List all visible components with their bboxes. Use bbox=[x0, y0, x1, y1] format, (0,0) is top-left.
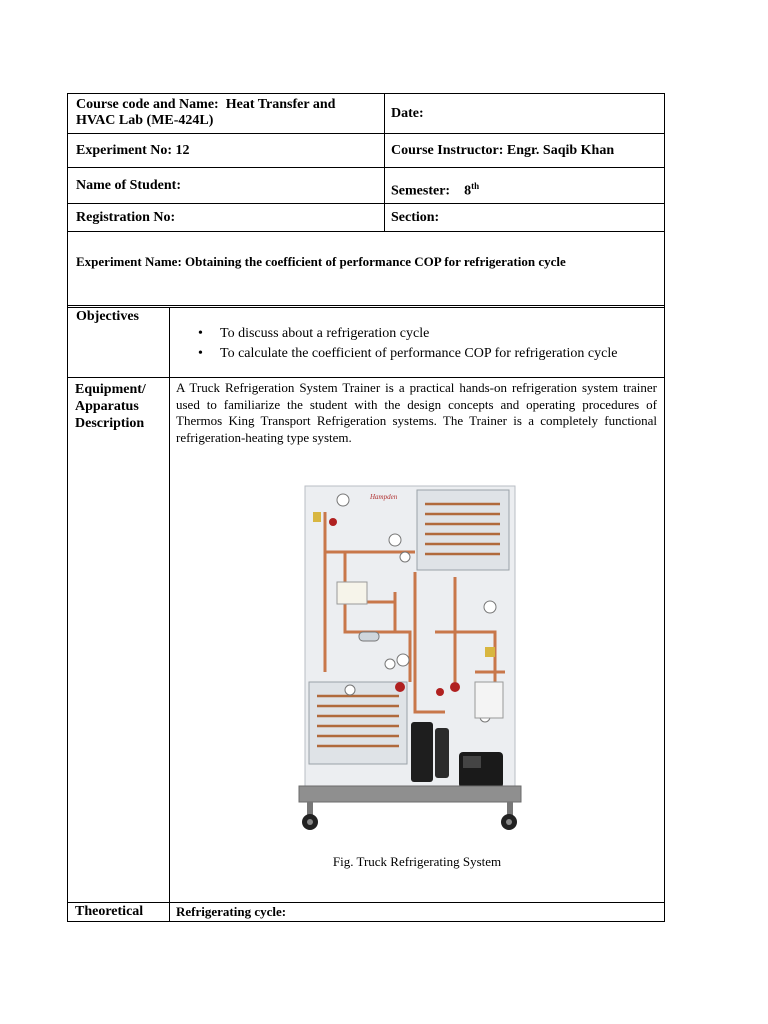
objectives-label: Objectives bbox=[76, 309, 139, 324]
table-column-divider bbox=[384, 93, 385, 232]
refrigeration-trainer-illustration bbox=[295, 482, 525, 837]
experiment-number: Experiment No: 12 bbox=[76, 143, 190, 158]
course-label: Course code and Name: bbox=[76, 97, 219, 112]
course-name: Heat Transfer and bbox=[225, 97, 336, 112]
table-divider bbox=[67, 307, 665, 308]
semester-value: 8 bbox=[464, 183, 472, 199]
date-label: Date: bbox=[391, 106, 424, 121]
refrigerating-cycle-heading: Refrigerating cycle: bbox=[176, 904, 287, 919]
table-border-bottom bbox=[67, 921, 665, 922]
semester-field bbox=[391, 178, 479, 200]
course-code: HVAC Lab (ME-424L) bbox=[76, 113, 214, 128]
registration-label: Registration No: bbox=[76, 210, 176, 225]
truck-refrigeration-figure bbox=[295, 482, 525, 837]
table-divider bbox=[67, 231, 665, 232]
table-divider bbox=[67, 203, 665, 204]
objectives-list bbox=[186, 324, 664, 364]
figure-logo: Hampden bbox=[370, 493, 398, 501]
figure-caption: Fig. Truck Refrigerating System bbox=[332, 854, 502, 869]
semester-label: Semester: bbox=[391, 183, 451, 199]
course-instructor: Course Instructor: Engr. Saqib Khan bbox=[391, 143, 615, 158]
table-border-left bbox=[67, 93, 68, 922]
course-cell bbox=[76, 97, 381, 129]
table-column-divider bbox=[169, 307, 170, 922]
table-divider bbox=[67, 133, 665, 134]
table-divider bbox=[67, 902, 665, 903]
student-name-label: Name of Student: bbox=[76, 178, 181, 193]
section-label: Section: bbox=[391, 210, 440, 225]
table-border-top bbox=[67, 93, 665, 94]
semester-suffix: th bbox=[471, 181, 480, 191]
theoretical-label: Theoretical bbox=[75, 904, 144, 919]
table-divider bbox=[67, 167, 665, 168]
equipment-description: A Truck Refrigeration System Trainer is a practical hands-on refrigeration system trainer used to familiarize the student with the design concepts and operating procedures of Thermos King Transport Refrigeration systems. The Trainer is a completely functional refrigeration-heating type system. bbox=[176, 380, 657, 445]
table-divider bbox=[67, 305, 665, 306]
objective-item: • To calculate the coefficient of performance COP for refrigeration cycle bbox=[198, 346, 618, 361]
table-border-right bbox=[664, 93, 665, 922]
experiment-name: Experiment Name: Obtaining the coefficient of performance COP for refrigeration cycle bbox=[76, 254, 566, 269]
equipment-label: Equipment/ Apparatus Description bbox=[75, 382, 146, 431]
objective-item: • To discuss about a refrigeration cycle bbox=[198, 326, 430, 341]
table-divider bbox=[67, 377, 665, 378]
